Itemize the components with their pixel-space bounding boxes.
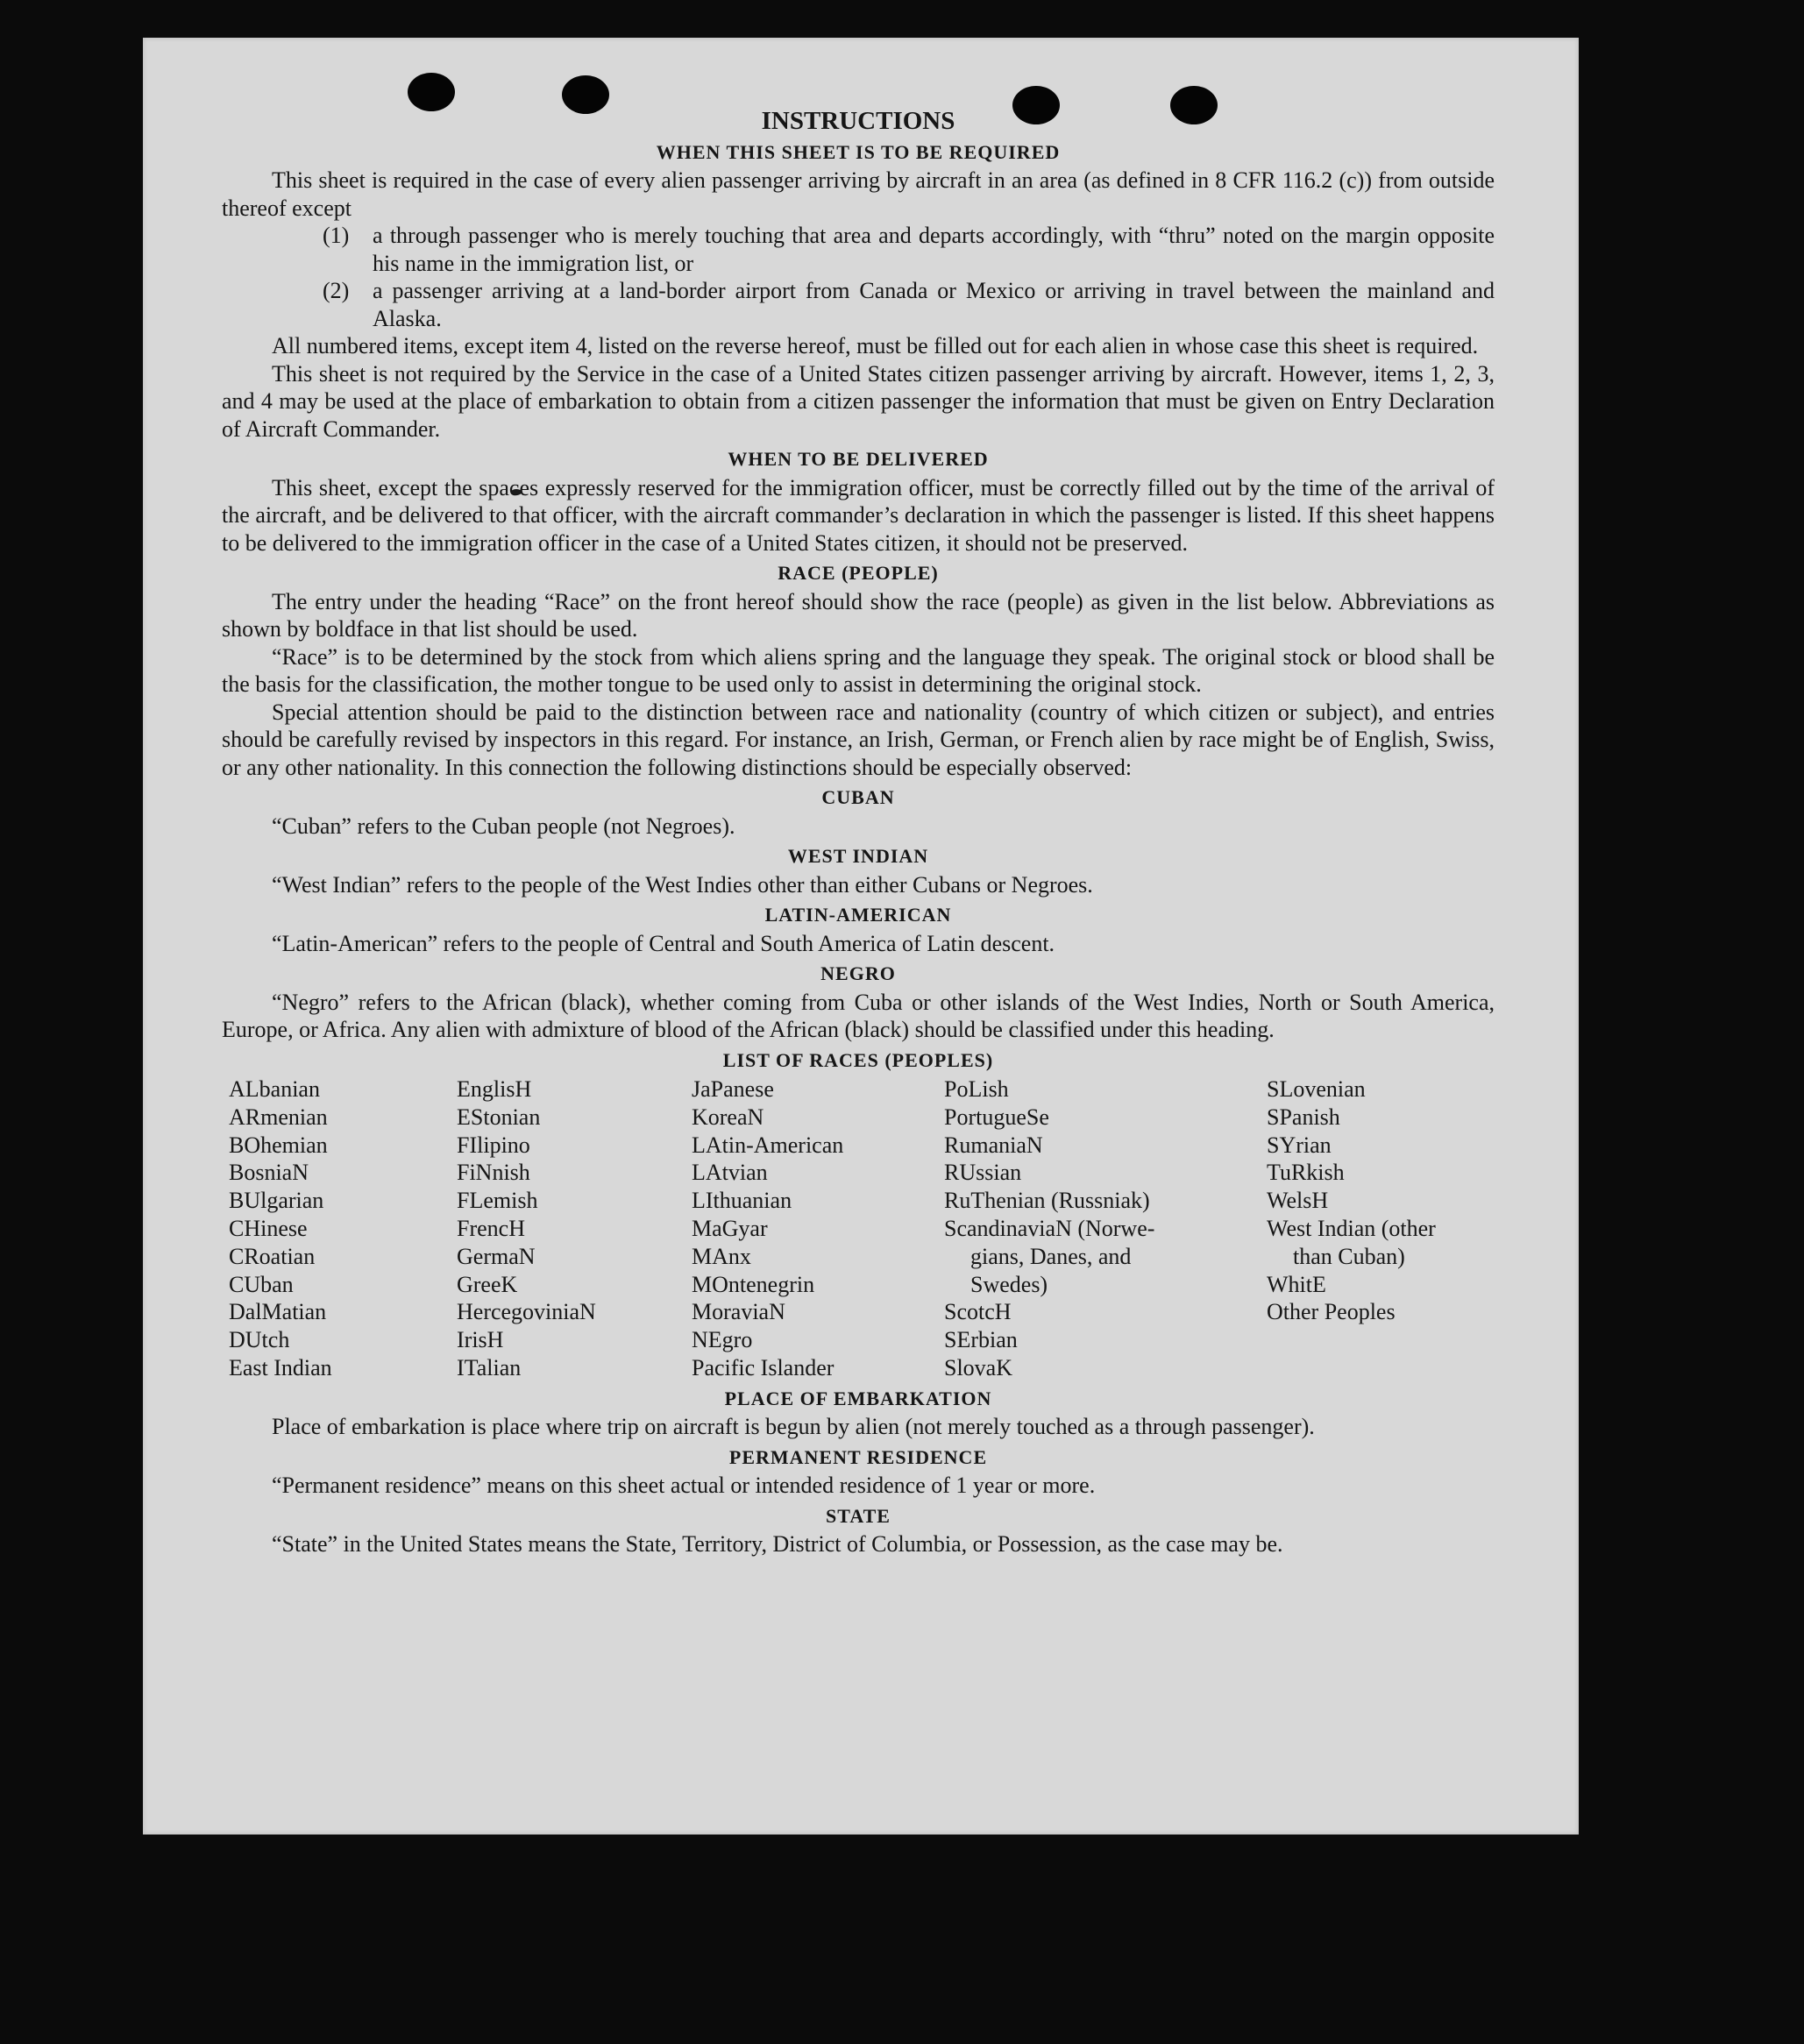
race-entry: ALbanian (229, 1076, 320, 1102)
races-column (944, 1075, 1267, 1382)
race-entry: SErbian (944, 1327, 1018, 1353)
item-number: (2) (323, 278, 350, 303)
races-column (229, 1075, 457, 1382)
item-number: (1) (323, 223, 350, 248)
race-entry: DalMatian (229, 1299, 327, 1325)
paragraph: “Negro” refers to the African (black), whether coming from Cuba or other islands of the West Indies, North or South America, Europe, or Africa. Any alien with admixture of blood of the African (black) should be classified under this heading. (222, 989, 1495, 1042)
race-entry: Other Peoples (1267, 1299, 1396, 1325)
section-heading-race: RACE (PEOPLE) (778, 562, 939, 584)
race-entry: East Indian (229, 1354, 332, 1380)
paragraph: “Cuban” refers to the Cuban people (not Negroes). (272, 813, 735, 839)
race-entry: RuThenian (Russniak) (944, 1188, 1150, 1214)
race-entry: FrencH (457, 1215, 525, 1241)
race-entry: NEgro (692, 1327, 753, 1353)
race-entry: LAtin-American (692, 1132, 844, 1158)
paragraph: “West Indian” refers to the people of the West Indies other than either Cubans or Negroes. (272, 871, 1093, 898)
race-entry: MAnx (692, 1243, 751, 1269)
race-entry: Pacific Islander (692, 1354, 835, 1380)
race-entry: West Indian (other (1267, 1215, 1436, 1241)
race-entry: HercegoviniaN (457, 1299, 596, 1325)
section-heading-required: WHEN THIS SHEET IS TO BE REQUIRED (656, 140, 1061, 163)
race-entry: GreeK (457, 1271, 518, 1297)
item-text: a passenger arriving at a land-border airport from Canada or Mexico or arriving in travel between the mainland and Alaska. (373, 278, 1495, 331)
races-list (229, 1075, 1495, 1382)
race-entry: RUssian (944, 1160, 1022, 1186)
race-entry: ARmenian (229, 1104, 328, 1130)
race-entry: SLovenian (1267, 1076, 1366, 1102)
paragraph: “Permanent residence” means on this sheet actual or intended residence of 1 year or more. (272, 1473, 1096, 1499)
race-entry: RumaniaN (944, 1132, 1043, 1158)
race-entry: IrisH (457, 1327, 504, 1353)
race-entry: PortugueSe (944, 1104, 1049, 1130)
race-entry: TuRkish (1267, 1160, 1345, 1186)
section-heading-west-indian: WEST INDIAN (787, 845, 929, 867)
race-entry: WhitE (1267, 1271, 1326, 1297)
race-entry: FLemish (457, 1188, 538, 1214)
races-column (457, 1075, 692, 1382)
race-entry: LAtvian (692, 1160, 768, 1186)
race-entry: SlovaK (944, 1354, 1012, 1380)
race-entry: DUtch (229, 1327, 290, 1353)
section-heading-residence: PERMANENT RESIDENCE (728, 1445, 988, 1468)
race-entry: ITalian (457, 1354, 522, 1380)
section-heading-negro: NEGRO (820, 962, 896, 984)
instructions-text (222, 108, 1495, 1558)
section-heading-state: STATE (826, 1504, 891, 1527)
race-entry: CRoatian (229, 1243, 316, 1269)
race-entry: BOhemian (229, 1132, 328, 1158)
race-entry: PoLish (944, 1076, 1009, 1102)
race-entry: CUban (229, 1271, 294, 1297)
race-entry-continued: gians, Danes, and (970, 1243, 1132, 1269)
race-entry-continued: than Cuban) (1293, 1243, 1405, 1269)
race-entry: BosniaN (229, 1160, 309, 1186)
paragraph: Special attention should be paid to the distinction between race and nationality (country of which citizen or subject), and entries should be carefully revised by inspectors in this regard. For instance, an Irish, German, or French alien by race might be of English, Swiss, or any other nationality. In this connection the following distinctions should be especially observed: (222, 699, 1495, 780)
race-entry: ScandinaviaN (Norwe- (944, 1215, 1155, 1241)
race-entry: JaPanese (692, 1076, 774, 1102)
list-item (323, 277, 1495, 332)
race-entry: LIthuanian (692, 1188, 792, 1214)
race-entry: GermaN (457, 1243, 536, 1269)
race-entry: ScotcH (944, 1299, 1012, 1325)
section-heading-cuban: CUBAN (821, 786, 895, 808)
race-entry: CHinese (229, 1215, 308, 1241)
paragraph: This sheet is not required by the Service in the case of a United States citizen passenger arriving by aircraft. However, items 1, 2, 3, and 4 may be used at the place of embarkation to obtain from a citizen passenger the information that must be given on Entry Declaration of Aircraft Commander. (222, 360, 1495, 442)
race-entry: FiNnish (457, 1160, 530, 1186)
item-text: a through passenger who is merely touching that area and departs accordingly, with “thru” noted on the margin opposite his name in the immigration list, or (373, 223, 1495, 276)
document-page (143, 38, 1579, 1835)
race-entry: EStonian (457, 1104, 541, 1130)
paragraph: This sheet, except the spaces expressly reserved for the immigration officer, must be correctly filled out by the time of the arrival of the aircraft, and be delivered to that officer, with the aircraft commander’s declaration in which the passenger is listed. If this sheet happens to be delivered to the immigration officer in the case of a United States citizen, it should not be preserved. (222, 474, 1495, 556)
paragraph: “State” in the United States means the State, Territory, District of Columbia, or Possession, as the case may be. (272, 1531, 1283, 1558)
list-item (323, 222, 1495, 277)
race-entry: MoraviaN (692, 1299, 785, 1325)
paragraph: “Latin-American” refers to the people of Central and South America of Latin descent. (272, 930, 1055, 956)
race-entry: EnglisH (457, 1076, 532, 1102)
races-column (692, 1075, 944, 1382)
race-entry: BUlgarian (229, 1188, 324, 1214)
page-title: INSTRUCTIONS (761, 107, 955, 135)
section-heading-latin-american: LATIN-AMERICAN (764, 904, 952, 926)
race-entry: MaGyar (692, 1215, 768, 1241)
race-entry: WelsH (1267, 1188, 1329, 1214)
race-entry: FIlipino (457, 1132, 530, 1158)
section-heading-list-of-races: LIST OF RACES (PEOPLES) (722, 1048, 994, 1071)
punch-hole (408, 73, 455, 111)
paragraph: All numbered items, except item 4, listed on the reverse hereof, must be filled out for each alien in whose case this sheet is required. (272, 333, 1479, 358)
race-entry: SPanish (1267, 1104, 1340, 1130)
paragraph: “Race” is to be determined by the stock from which aliens spring and the language they speak. The original stock or blood shall be the basis for the classification, the mother tongue to be used only to assist in determining the original stock. (222, 643, 1495, 697)
race-entry-continued: Swedes) (970, 1271, 1048, 1297)
race-entry: SYrian (1267, 1132, 1332, 1158)
race-entry: KoreaN (692, 1104, 764, 1130)
paragraph: Place of embarkation is place where trip on aircraft is begun by alien (not merely touched as a through passenger). (272, 1414, 1315, 1440)
section-heading-delivered: WHEN TO BE DELIVERED (728, 448, 989, 470)
paragraph: The entry under the heading “Race” on the front hereof should show the race (people) as given in the list below. Abbreviations as shown by boldface in that list should be used. (222, 588, 1495, 642)
section-heading-embarkation: PLACE OF EMBARKATION (724, 1387, 992, 1409)
races-column (1267, 1075, 1502, 1382)
race-entry: MOntenegrin (692, 1271, 815, 1297)
paragraph: This sheet is required in the case of every alien passenger arriving by aircraft in an area (as defined in 8 CFR 116.2 (c)) from outside thereof except (222, 167, 1495, 221)
